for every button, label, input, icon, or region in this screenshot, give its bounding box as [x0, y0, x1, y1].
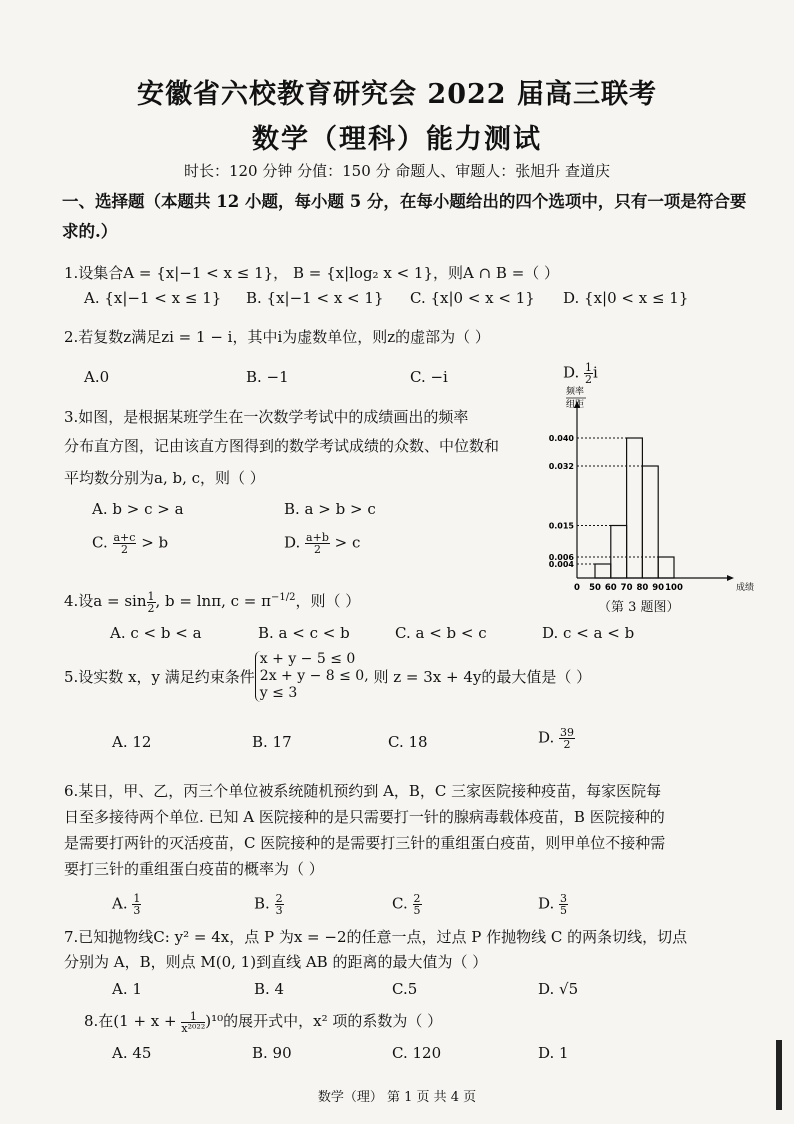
y-label-top: 频率	[565, 387, 585, 397]
q7-option-d: D. √5	[538, 980, 579, 998]
exam-title: 安徽省六校教育研究会 2022 届高三联考	[137, 79, 657, 110]
histogram-bar	[595, 564, 611, 578]
q3-line1: 3.如图，是根据某班学生在一次数学考试中的成绩画出的频率	[64, 408, 469, 426]
x-tick-label: 80	[636, 583, 649, 593]
q5-option-d-fraction: $\frac{39}{2}$	[560, 726, 575, 751]
q2-option-d	[563, 362, 598, 385]
q7-option-c: C.5	[392, 980, 418, 998]
q2-option-b: B. −1	[246, 368, 289, 386]
q4-option-c: C. a < b < c	[395, 624, 487, 642]
x-axis-label: 成绩	[735, 583, 755, 593]
histogram-bar	[658, 557, 674, 578]
x-tick-label: 60	[604, 583, 617, 593]
scan-edge-mark	[776, 1040, 782, 1110]
q8-option-b: B. 90	[252, 1044, 292, 1062]
q3-option-c: C. $\frac{a+c}{2}$ > b	[92, 531, 169, 556]
histogram-bar	[611, 526, 627, 579]
y-tick-label: 0.015	[548, 521, 574, 531]
q2-option-d-label: D.	[563, 363, 580, 382]
q3-option-c-fraction: $\frac{a+c}{2}$	[113, 531, 136, 556]
q4-option-d: D. c < a < b	[542, 624, 635, 642]
q1-option-a: A. {x|−1 < x ≤ 1}	[84, 289, 222, 307]
x-tick-label: 0	[574, 583, 580, 593]
histogram-caption: （第 3 题图）	[598, 600, 680, 615]
q5-option-b: B. 17	[252, 733, 292, 751]
q1-stem: 1.设集合A = {x|−1 < x ≤ 1}， B = {x|log₂ x < 1}，则A ∩ B =（ ）	[64, 264, 560, 282]
q2-option-d-tail: i	[593, 363, 598, 382]
exam-subtitle: 数学（理科）能力测试	[252, 124, 542, 155]
y-tick-label: 0.032	[548, 462, 574, 471]
x-tick-label: 90	[652, 583, 665, 593]
x-axis-arrow	[727, 575, 734, 581]
q6-line4: 要打三针的重组蛋白疫苗的概率为（ ）	[64, 860, 324, 878]
q3-option-a: A. b > c > a	[92, 500, 184, 518]
histogram-chart	[545, 387, 755, 598]
q6-option-d: D. $\frac{3}{5}$	[538, 892, 568, 917]
q3-option-d: D. $\frac{a+b}{2}$ > c	[284, 531, 361, 556]
q8-option-c: C. 120	[392, 1044, 442, 1062]
q5-option-d: D. $\frac{39}{2}$	[538, 726, 575, 751]
q4-exponent: −1/2	[270, 592, 296, 603]
q7-option-a: A. 1	[112, 980, 142, 998]
q8-option-a: A. 45	[112, 1044, 152, 1062]
q6-option-b: B. $\frac{2}{3}$	[254, 892, 283, 917]
q5-option-c: C. 18	[388, 733, 428, 751]
y-tick-label: 0.004	[548, 560, 574, 569]
y-label-bottom: 组距	[565, 400, 585, 410]
q3-line2: 分布直方图，记由该直方图得到的数学考试成绩的众数、中位数和	[64, 437, 500, 455]
q8-option-d: D. 1	[538, 1044, 569, 1062]
q7-option-b: B. 4	[254, 980, 285, 998]
q2-option-d-fraction: $\frac{1}{2}$	[585, 361, 593, 386]
q7-line2: 分别为 A，B，则点 M(0, 1)到直线 AB 的距离的最大值为（ ）	[64, 953, 488, 971]
page-footer: 数学（理） 第 1 页 共 4 页	[317, 1090, 477, 1105]
q1-option-b: B. {x|−1 < x < 1}	[246, 289, 384, 307]
q4-stem: 4.设a = sin $\frac{1}{2}$ , b = lnπ, $c = \pi^{-1/2}$，则（ ）	[64, 589, 361, 615]
y-tick-label: 0.006	[548, 553, 574, 562]
histogram-bar	[642, 466, 658, 578]
q3-line3: 平均数分别为a, b, c，则（ ）	[64, 469, 265, 487]
q2-option-a: A.0	[84, 368, 110, 386]
q2-option-c: C. −i	[410, 368, 448, 386]
q8-stem: 8.在(1 + x + $\frac{1}{\text{x²⁰²²}}$ )¹⁰的展开式中，x² 项的系数为（ ）	[84, 1009, 443, 1035]
q6-line3: 是需要打两针的灭活疫苗，C 医院接种的是需要打三针的重组蛋白疫苗，则甲单位不接种需	[64, 834, 666, 852]
q6-option-c: C. $\frac{2}{5}$	[392, 892, 421, 917]
q4-option-a: A. c < b < a	[110, 624, 202, 642]
y-tick-label: 0.040	[548, 434, 574, 443]
q5-constraint-system: x + y − 5 ≤ 0 2x + y − 8 ≤ 0, y ≤ 3	[255, 651, 369, 702]
q6-line2: 日至多接待两个单位. 已知 A 医院接种的是只需要打一针的腺病毒载体疫苗，B 医院接种的	[64, 808, 665, 826]
q1-option-d: D. {x|0 < x ≤ 1}	[563, 289, 689, 307]
q4-fraction: $\frac{1}{2}$	[147, 589, 155, 615]
x-tick-label: 50	[589, 583, 601, 593]
q7-line1: 7.已知抛物线C: y² = 4x，点 P 为x = −2的任意一点，过点 P 作抛物线 C 的两条切线，切点	[64, 928, 688, 946]
q6-option-a: A. $\frac{1}{3}$	[112, 892, 141, 917]
q4-option-b: B. a < c < b	[258, 624, 350, 642]
x-tick-label: 100	[665, 583, 683, 593]
q2-stem: 2.若复数z满足zi = 1 − i，其中i为虚数单位，则z的虚部为（ ）	[64, 328, 490, 346]
section-heading: 一、选择题（本题共 12 小题，每小题 5 分，在每小题给出的四个选项中，只有一项是符合要求的.）	[62, 192, 747, 241]
q3-option-b: B. a > b > c	[284, 500, 376, 518]
q8-fraction: $\frac{1}{\text{x²⁰²²}}$	[181, 1009, 206, 1035]
q3-option-d-fraction: $\frac{a+b}{2}$	[306, 531, 329, 556]
q5-stem: 5.设实数 x，y 满足约束条件 x + y − 5 ≤ 0 2x + y − 8 ≤ 0, y ≤ 3 则 z = 3x + 4y的最大值是（ ）	[64, 651, 592, 701]
q1-option-c: C. {x|0 < x < 1}	[410, 289, 535, 307]
x-tick-label: 70	[620, 583, 633, 593]
exam-meta: 时长：120 分钟 分值：150 分 命题人、审题人：张旭升 查道庆	[183, 162, 611, 180]
q5-option-a: A. 12	[112, 733, 152, 751]
q6-line1: 6.某日，甲、乙，丙三个单位被系统随机预约到 A，B，C 三家医院接种疫苗，每家医院每	[64, 782, 662, 800]
